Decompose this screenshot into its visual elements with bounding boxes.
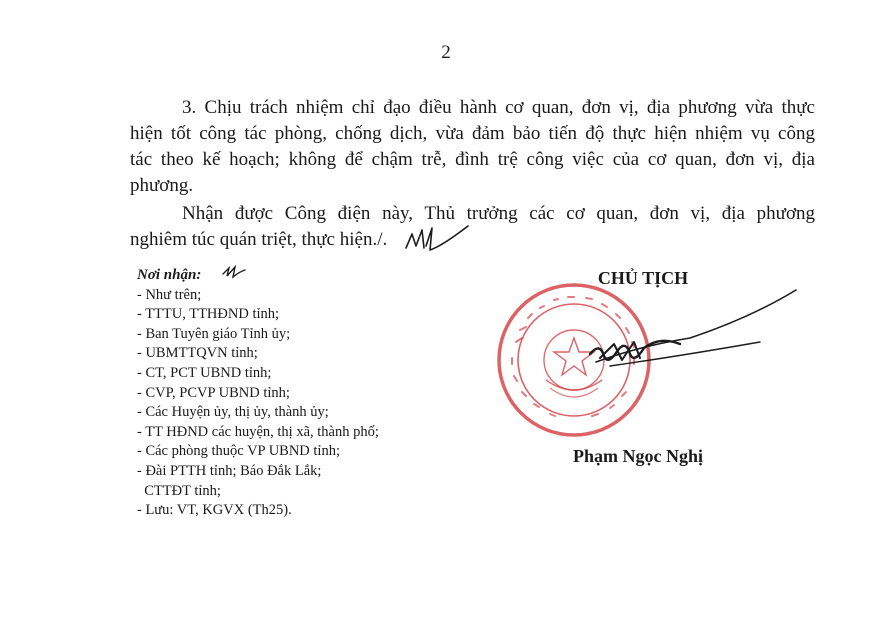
- recipient-item: - Như trên;: [137, 286, 202, 303]
- recipient-item: - CVP, PCVP UBND tỉnh;: [137, 384, 290, 401]
- recipient-item: - CT, PCT UBND tỉnh;: [137, 364, 272, 381]
- recipient-item: - UBMTTQVN tỉnh;: [137, 345, 258, 362]
- handwritten-mark-icon: [221, 264, 247, 280]
- recipient-item: - Đài PTTH tỉnh; Báo Đắk Lắk;: [137, 462, 322, 479]
- recipient-item: - TTTU, TTHĐND tỉnh;: [137, 306, 280, 323]
- paragraph-3-line: hiện tốt công tác phòng, chống dịch, vừa đảm bảo tiến độ thực hiện nhiệm vụ công: [130, 123, 815, 144]
- recipient-item: CTTĐT tỉnh;: [137, 482, 221, 499]
- recipient-item: - TT HĐND các huyện, thị xã, thành phố;: [137, 423, 379, 440]
- closing-paragraph: [130, 201, 815, 253]
- handwritten-initial-icon: [402, 222, 470, 254]
- signer-title: CHỦ TỊCH: [597, 268, 689, 288]
- recipient-item: - Các phòng thuộc VP UBND tỉnh;: [137, 443, 340, 460]
- closing-line: nghiêm túc quán triệt, thực hiện./.: [130, 229, 388, 250]
- recipient-item: - Các Huyện ủy, thị ủy, thành ủy;: [137, 404, 329, 421]
- paragraph-3-line: phương.: [130, 175, 194, 196]
- recipients-block: [137, 266, 457, 521]
- handwritten-signature-icon: [570, 284, 810, 394]
- page-number: 2: [441, 42, 451, 63]
- signer-name: Phạm Ngọc Nghị: [573, 446, 703, 466]
- paragraph-3-line: 3. Chịu trách nhiệm chỉ đạo điều hành cơ quan, đơn vị, địa phương vừa thực: [182, 97, 815, 118]
- recipient-item: - Ban Tuyên giáo Tỉnh ủy;: [137, 325, 291, 342]
- recipient-item: - Lưu: VT, KGVX (Th25).: [137, 502, 292, 519]
- recipients-list: [137, 286, 457, 521]
- closing-line: Nhận được Công điện này, Thủ trưởng các cơ quan, đơn vị, địa phương: [182, 203, 815, 224]
- paragraph-3-line: tác theo kế hoạch; không để chậm trễ, đình trệ công việc của cơ quan, đơn vị, địa: [130, 149, 815, 170]
- recipients-title: Nơi nhận:: [137, 267, 202, 283]
- paragraph-3: [130, 95, 815, 199]
